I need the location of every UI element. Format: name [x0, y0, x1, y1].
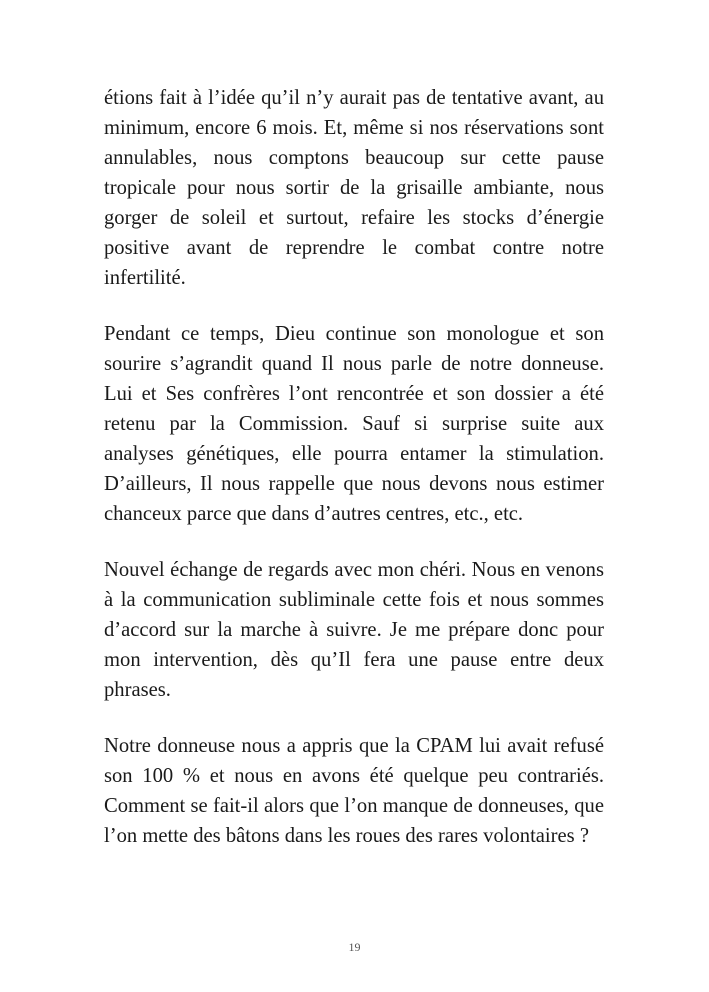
page-number: 19 [348, 940, 361, 954]
paragraph-2: Pendant ce temps, Dieu continue son monologue et son sourire s’agrandit quand Il nous parle de notre donneuse. Lui et Ses confrères l’ont rencontrée et son dossier a été retenu par la Commission. Sauf si surprise suite aux analyses génétiques, elle pourra entamer la stimulation. D’ailleurs, Il nous rappelle que nous devons nous estimer chanceux parce que dans d’autres centres, etc., etc. [104, 323, 604, 525]
body-text [104, 83, 604, 877]
paragraph-4: Notre donneuse nous a appris que la CPAM lui avait refusé son 100 % et nous en avons été quelque peu contrariés. Comment se fait-il alors que l’on manque de donneuses, que l’on mette des bâtons dans les roues des rares volontaires ? [104, 735, 604, 847]
paragraph-1: étions fait à l’idée qu’il n’y aurait pas de tentative avant, au minimum, encore 6 mois. Et, même si nos réservations sont annulables, nous comptons beaucoup sur cette pause tropicale pour nous sortir de la grisaille ambiante, nous gorger de soleil et surtout, refaire les stocks d’énergie positive avant de reprendre le combat contre notre infertilité. [104, 87, 604, 289]
paragraph-3: Nouvel échange de regards avec mon chéri. Nous en venons à la communication subliminale cette fois et nous sommes d’accord sur la marche à suivre. Je me prépare donc pour mon intervention, dès qu’Il fera une pause entre deux phrases. [104, 559, 604, 701]
